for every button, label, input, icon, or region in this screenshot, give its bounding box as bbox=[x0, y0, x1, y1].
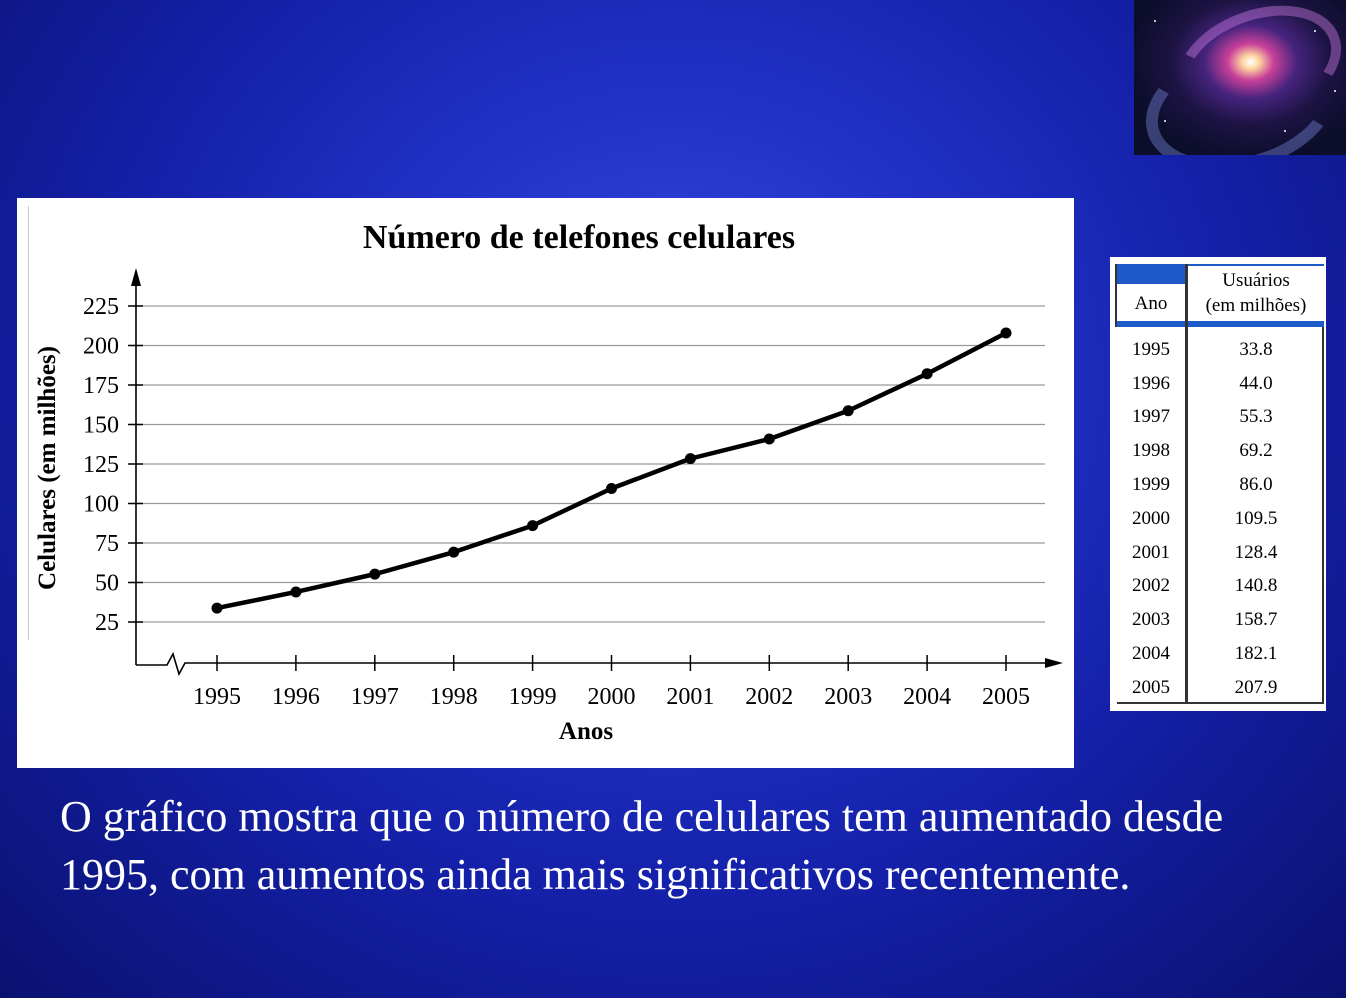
y-tick-label: 175 bbox=[83, 373, 119, 399]
table-cell-year: 2002 bbox=[1132, 575, 1170, 597]
data-point bbox=[843, 405, 854, 416]
table-row bbox=[1117, 502, 1324, 536]
table-body bbox=[1117, 333, 1324, 705]
table-cell-value: 158.7 bbox=[1234, 609, 1278, 631]
caption-line: O gráfico mostra que o número de celulares tem aumentado desde bbox=[60, 792, 1224, 841]
table-cell-year: 1996 bbox=[1132, 372, 1170, 394]
galaxy-image bbox=[1134, 0, 1346, 155]
y-tick-label: 125 bbox=[83, 452, 119, 478]
table-row bbox=[1117, 367, 1324, 401]
galaxy-star bbox=[1154, 20, 1156, 22]
y-tick-label: 200 bbox=[83, 333, 119, 360]
y-tick-label: 25 bbox=[95, 610, 119, 636]
x-tick-label: 2002 bbox=[745, 684, 794, 710]
table-header-users-line2: (em milhões) bbox=[1205, 295, 1307, 316]
y-tick-label: 150 bbox=[83, 412, 119, 439]
table-cell-value: 128.4 bbox=[1234, 541, 1278, 563]
galaxy-star bbox=[1314, 30, 1316, 32]
x-axis-line bbox=[136, 654, 1052, 674]
x-tick-label: 2004 bbox=[903, 684, 952, 710]
series bbox=[212, 328, 1012, 614]
caption bbox=[60, 788, 1340, 904]
table-cell-value: 33.8 bbox=[1239, 338, 1273, 360]
x-axis-title: Anos bbox=[558, 718, 614, 745]
table-row bbox=[1117, 637, 1324, 671]
caption-line: 1995, com aumentos ainda mais significativos recentemente. bbox=[60, 850, 1131, 899]
y-tick-label: 50 bbox=[95, 570, 119, 597]
y-tick-label: 100 bbox=[83, 491, 119, 518]
x-tick-label: 1996 bbox=[271, 684, 320, 710]
data-point bbox=[922, 368, 933, 379]
table-cell-value: 55.3 bbox=[1239, 406, 1273, 428]
data-point bbox=[685, 453, 696, 464]
table-cell-year: 1997 bbox=[1132, 406, 1170, 428]
table-cell-year: 2003 bbox=[1132, 609, 1170, 631]
table-header-year: Ano bbox=[1134, 293, 1168, 314]
data-point bbox=[369, 569, 380, 580]
y-axis-arrow bbox=[131, 268, 141, 286]
chart-panel bbox=[17, 198, 1074, 768]
x-tick-label: 2001 bbox=[666, 684, 715, 710]
y-tick-label: 225 bbox=[83, 294, 119, 320]
galaxy-star bbox=[1164, 120, 1166, 122]
grid-lines bbox=[130, 306, 1045, 622]
x-tick-label: 2003 bbox=[824, 684, 873, 710]
table-header-users-line1: Usuários bbox=[1222, 270, 1290, 291]
table-cell-year: 2001 bbox=[1132, 541, 1170, 563]
table-cell-year: 2000 bbox=[1132, 507, 1170, 529]
data-point bbox=[1001, 328, 1012, 339]
table-cell-value: 140.8 bbox=[1234, 575, 1278, 597]
galaxy-star bbox=[1334, 90, 1336, 92]
axes bbox=[128, 268, 1063, 674]
table-cell-year: 1999 bbox=[1132, 474, 1170, 496]
table-header-accent bbox=[1117, 264, 1185, 284]
table-header-rule bbox=[1117, 321, 1324, 327]
table-cell-value: 69.2 bbox=[1239, 440, 1273, 462]
table-row bbox=[1117, 333, 1324, 367]
data-point bbox=[212, 603, 223, 614]
table-cell-year: 2005 bbox=[1132, 676, 1170, 698]
x-tick-label: 1998 bbox=[429, 684, 478, 710]
table-cell-year: 2004 bbox=[1132, 643, 1170, 665]
table-cell-year: 1998 bbox=[1132, 440, 1170, 462]
chart-title: Número de telefones celulares bbox=[362, 219, 796, 256]
y-tick-label: 75 bbox=[95, 531, 119, 557]
x-axis-arrow bbox=[1045, 658, 1063, 668]
table-cell-value: 207.9 bbox=[1234, 676, 1278, 698]
data-point bbox=[448, 547, 459, 558]
table-row bbox=[1117, 401, 1324, 435]
line-chart bbox=[17, 198, 1074, 768]
x-tick-label: 1999 bbox=[508, 684, 557, 710]
table-cell-value: 182.1 bbox=[1234, 643, 1278, 665]
table-row bbox=[1117, 671, 1324, 705]
data-point bbox=[606, 483, 617, 494]
data-point bbox=[290, 586, 301, 597]
x-tick-label: 2000 bbox=[587, 684, 636, 710]
table-row bbox=[1117, 468, 1324, 502]
data-point bbox=[527, 520, 538, 531]
table-cell-value: 44.0 bbox=[1239, 372, 1273, 394]
x-tick-labels bbox=[193, 684, 1030, 710]
x-tick-label: 1997 bbox=[350, 684, 399, 710]
y-tick-labels bbox=[83, 294, 119, 636]
table-row bbox=[1117, 434, 1324, 468]
table-row bbox=[1117, 603, 1324, 637]
series-line bbox=[217, 333, 1006, 608]
table-cell-value: 86.0 bbox=[1239, 474, 1273, 496]
table-cell-value: 109.5 bbox=[1234, 507, 1278, 529]
y-axis-title: Celulares (em milhões) bbox=[34, 346, 61, 590]
table-header-users bbox=[1188, 268, 1324, 318]
x-tick-label: 2005 bbox=[982, 684, 1030, 710]
data-point bbox=[764, 434, 775, 445]
x-tick-label: 1995 bbox=[193, 684, 241, 710]
galaxy-star bbox=[1284, 130, 1286, 132]
table-row bbox=[1117, 536, 1324, 570]
table-row bbox=[1117, 570, 1324, 604]
table-cell-year: 1995 bbox=[1132, 338, 1170, 360]
data-table bbox=[1110, 257, 1326, 711]
